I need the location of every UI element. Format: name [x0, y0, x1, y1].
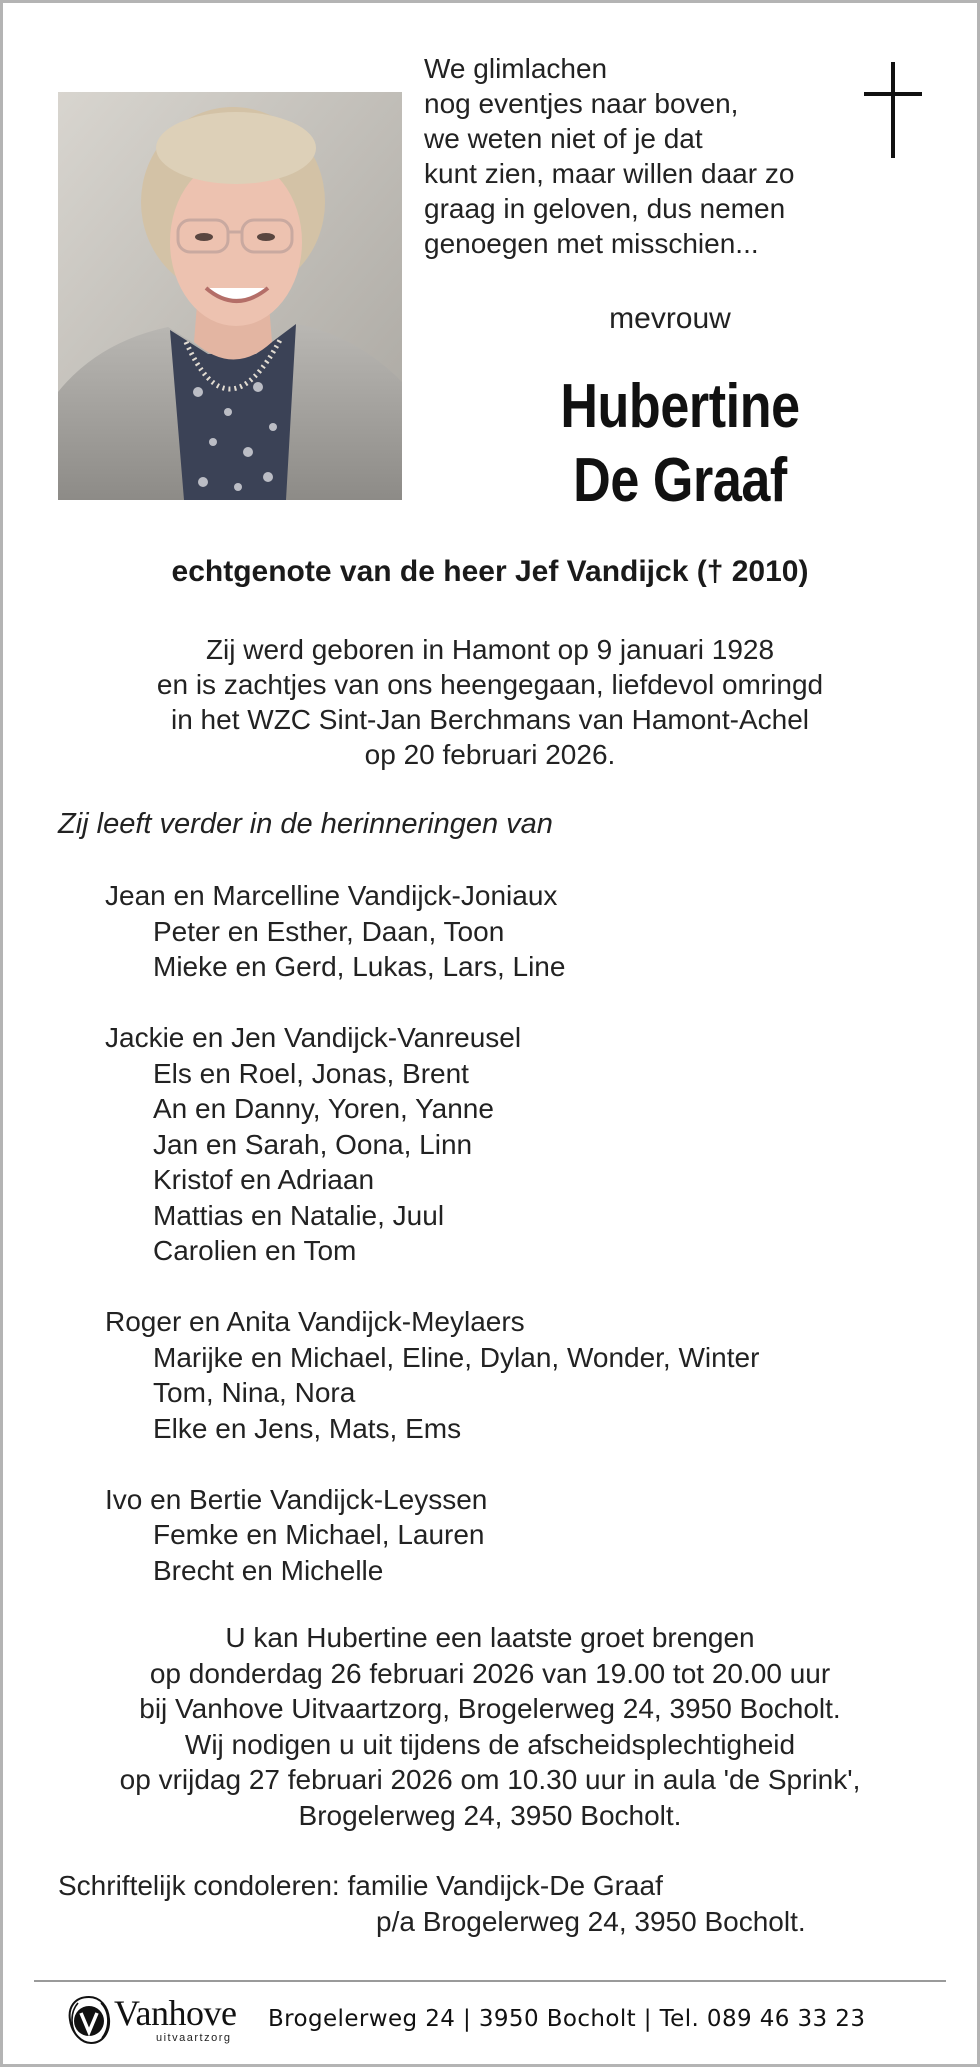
- vanhove-logo-icon: [64, 1994, 114, 2046]
- birth-death-details: [0, 632, 980, 772]
- condolence-info: [58, 1868, 806, 1940]
- family-group: [105, 1482, 925, 1589]
- cross-icon: [864, 62, 922, 158]
- family-group: [105, 1020, 925, 1269]
- opening-poem: [424, 51, 884, 261]
- portrait-photo: [58, 92, 402, 500]
- condolence-line: Schriftelijk condoleren: familie Vandijck-De Graaf: [58, 1870, 663, 1901]
- family-group: [105, 1304, 925, 1446]
- details-line: in het WZC Sint-Jan Berchmans van Hamont-Achel: [170, 704, 810, 735]
- family-child: Els en Roel, Jonas, Brent: [153, 1057, 469, 1089]
- family-group: [105, 878, 925, 985]
- first-name: Hubertine: [560, 372, 800, 441]
- family-child: Peter en Esther, Daan, Toon: [153, 915, 505, 947]
- family-child: Jan en Sarah, Oona, Linn: [153, 1128, 473, 1160]
- poem-line: we weten niet of je dat: [424, 123, 703, 154]
- family-child: Elke en Jens, Mats, Ems: [153, 1412, 462, 1444]
- footer-divider: [34, 1980, 946, 1982]
- family-head: Jackie en Jen Vandijck-Vanreusel: [105, 1022, 522, 1053]
- poem-line: nog eventjes naar boven,: [424, 88, 739, 119]
- family-child: Mattias en Natalie, Juul: [153, 1199, 445, 1231]
- honorific: mevrouw: [609, 302, 731, 335]
- poem-line: We glimlachen: [424, 53, 608, 84]
- visitation-line: bij Vanhove Uitvaartzorg, Brogelerweg 24, 3950 Bocholt.: [139, 1693, 841, 1724]
- visitation-line: op donderdag 26 februari 2026 van 19.00 tot 20.00 uur: [149, 1657, 831, 1689]
- family-child: Brecht en Michelle: [153, 1554, 384, 1586]
- family-child: Marijke en Michael, Eline, Dylan, Wonder, Winter: [153, 1341, 760, 1373]
- family-child: Tom, Nina, Nora: [153, 1377, 356, 1408]
- family-child: Carolien en Tom: [153, 1235, 357, 1266]
- visitation-line: op vrijdag 27 februari 2026 om 10.30 uur in aula 'de Sprink',: [119, 1764, 861, 1795]
- spouse-line: echtgenote van de heer Jef Vandijck († 2010): [171, 555, 809, 588]
- deceased-name: [512, 370, 848, 518]
- details-line: Zij werd geboren in Hamont op 9 januari 1928: [205, 634, 775, 665]
- visitation-line: Wij nodigen u uit tijdens de afscheidsplechtigheid: [184, 1728, 796, 1760]
- logo-subtitle: uitvaartzorg: [156, 2032, 232, 2044]
- family-head: Jean en Marcelline Vandijck-Joniaux: [105, 880, 558, 911]
- family-child: Mieke en Gerd, Lukas, Lars, Line: [153, 951, 566, 982]
- condolence-address: p/a Brogelerweg 24, 3950 Bocholt.: [376, 1906, 806, 1937]
- poem-line: genoegen met misschien...: [424, 228, 759, 259]
- last-name: De Graaf: [573, 446, 787, 515]
- family-head: Roger en Anita Vandijck-Meylaers: [105, 1306, 525, 1337]
- details-line: op 20 februari 2026.: [364, 739, 616, 770]
- footer-contact: Brogelerweg 24 | 3950 Bocholt | Tel. 089 46 33 23: [268, 2006, 866, 2032]
- memory-intro: Zij leeft verder in de herinneringen van: [58, 808, 553, 840]
- visitation-line: Brogelerweg 24, 3950 Bocholt.: [298, 1799, 682, 1831]
- poem-line: kunt zien, maar willen daar zo: [424, 158, 795, 189]
- visitation-line: U kan Hubertine een laatste groet brengen: [225, 1622, 755, 1653]
- poem-line: graag in geloven, dus nemen: [424, 193, 786, 224]
- funeral-home-logo: [64, 1990, 254, 2050]
- family-child: Femke en Michael, Lauren: [153, 1519, 485, 1550]
- family-child: Kristof en Adriaan: [153, 1164, 375, 1195]
- family-list: [105, 878, 925, 1624]
- visitation-details: [0, 1620, 980, 1833]
- family-child: An en Danny, Yoren, Yanne: [153, 1093, 494, 1124]
- details-line: en is zachtjes van ons heengegaan, liefdevol omringd: [156, 669, 824, 700]
- logo-name: Vanhove: [114, 1993, 237, 2033]
- family-head: Ivo en Bertie Vandijck-Leyssen: [105, 1483, 488, 1515]
